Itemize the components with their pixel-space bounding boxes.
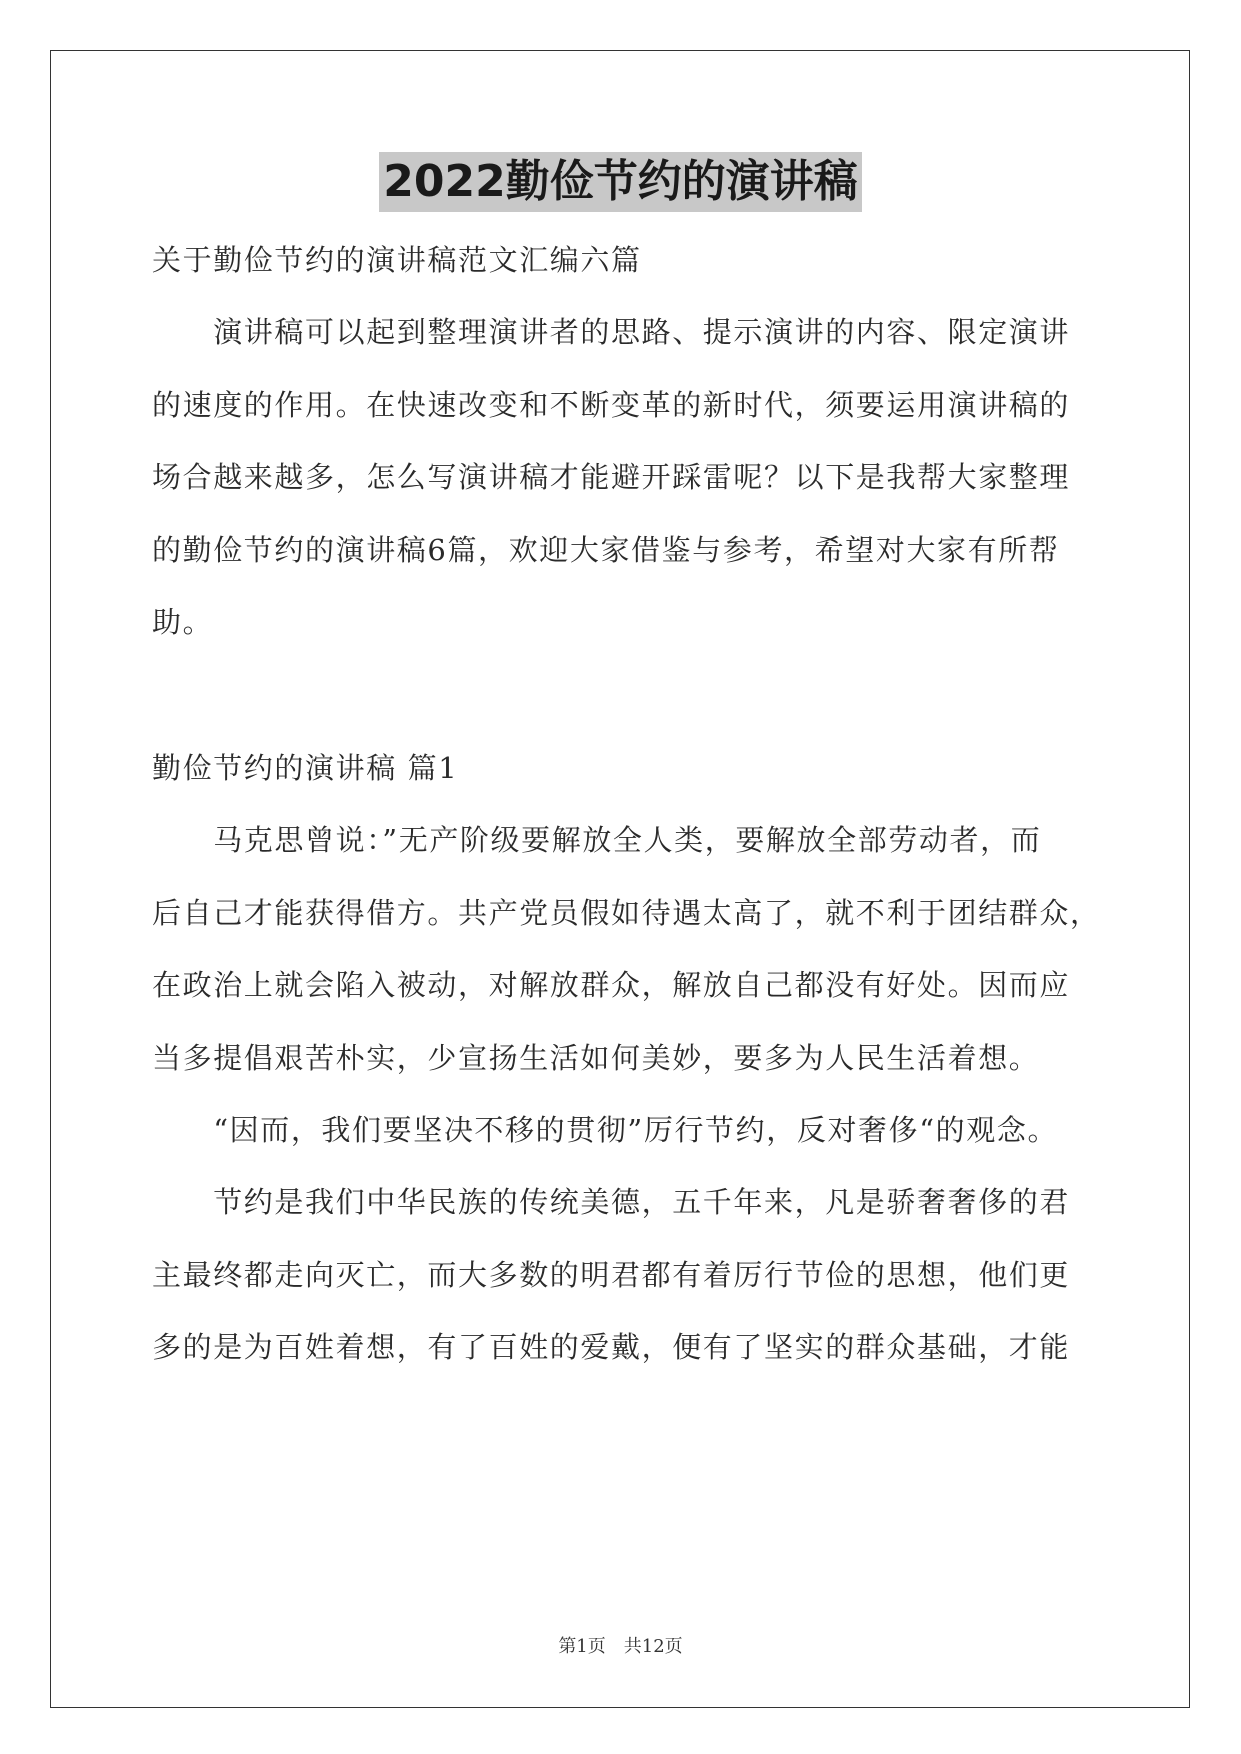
page-border [50, 50, 1190, 1708]
document-title: 2022勤俭节约的演讲稿 [379, 152, 861, 212]
body-line: 当多提倡艰苦朴实，少宣扬生活如何美妙，要多为人民生活着想。 [152, 1041, 1040, 1075]
intro-line: 演讲稿可以起到整理演讲者的思路、提示演讲的内容、限定演讲 [152, 315, 1071, 349]
body-line: 在政治上就会陷入被动，对解放群众，解放自己都没有好处。因而应 [152, 968, 1071, 1002]
body-line: 多的是为百姓着想，有了百姓的爱戴，便有了坚实的群众基础，才能 [152, 1330, 1071, 1364]
body-line: 马克思曾说：”无产阶级要解放全人类，要解放全部劳动者，而 [152, 823, 1042, 857]
intro-line: 场合越来越多，怎么写演讲稿才能避开踩雷呢？以下是我帮大家整理 [152, 460, 1071, 494]
body-line: 节约是我们中华民族的传统美德，五千年来，凡是骄奢奢侈的君 [152, 1185, 1071, 1219]
intro-line: 的勤俭节约的演讲稿6篇，欢迎大家借鉴与参考，希望对大家有所帮 [152, 533, 1060, 567]
body-line: “因而，我们要坚决不移的贯彻”厉行节约，反对奢侈“的观念。 [152, 1113, 1059, 1147]
intro-line: 的速度的作用。在快速改变和不断变革的新时代，须要运用演讲稿的 [152, 388, 1071, 422]
intro-line: 助。 [152, 605, 214, 639]
title-container [0, 152, 1241, 212]
section-heading: 勤俭节约的演讲稿 篇1 [152, 751, 459, 785]
page-number-footer: 第1页 共12页 [558, 1636, 683, 1657]
body-line: 主最终都走向灭亡，而大多数的明君都有着厉行节俭的思想，他们更 [152, 1258, 1071, 1292]
document-subtitle: 关于勤俭节约的演讲稿范文汇编六篇 [152, 243, 642, 277]
body-line: 后自己才能获得借方。共产党员假如待遇太高了，就不利于团结群众， [152, 896, 1101, 930]
